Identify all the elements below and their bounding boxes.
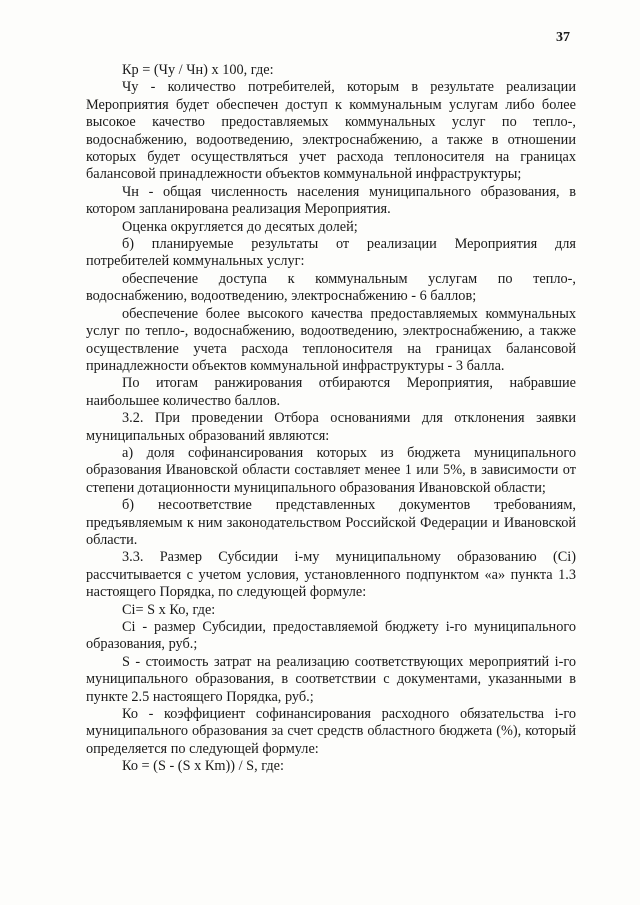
paragraph-3-2-b: б) несоответствие представленных документов требованиям, предъявляемым к ним законодательством Российской Федерации и Ивановской области. [86,497,576,548]
paragraph-3-2-a: а) доля софинансирования которых из бюджета муниципального образования Ивановской области составляет менее 1 или 5%, в зависимости от степени дотационности муниципального образования Ивановской области; [86,444,576,496]
paragraph-3-2: 3.2. При проведении Отбора основаниями для отклонения заявки муниципальных образований являются: [86,410,576,444]
formula-ko: Ко = (S - (S х Кm)) / S, где: [122,758,284,775]
formula-ci: Ci= S х Ко, где: [122,601,216,618]
paragraph-chn-definition: Чн - общая численность населения муниципального образования, в котором запланирована реализация Мероприятия. [86,183,576,218]
paragraph-ko-definition: Ко - коэффициент софинансирования расходного обязательства i-го муниципального образования за счет средств областного бюджета (%), который определяется по следующей формуле: [86,706,576,757]
paragraph-planned-results: б) планируемые результаты от реализации Мероприятия для потребителей коммунальных услуг: [86,236,576,270]
paragraph-ranking: По итогам ранжирования отбираются Мероприятия, набравшие наибольшее количество баллов. [86,375,576,409]
page-number: 37 [556,30,570,45]
paragraph-quality-score: обеспечение более высокого качества предоставляемых коммунальных услуг по тепло-, водоснабжению, водоотведению, электроснабжению, а также осуществление учета расхода теплоносителя на границах балансовой принадлежности объектов коммунальной инфраструктуры - 3 балла. [86,305,576,374]
paragraph-ci-definition: Ci - размер Субсидии, предоставляемой бюджету i-го муниципального образования, руб.; [86,619,576,653]
formula-kr: Кр = (Чу / Чн) х 100, где: [122,62,274,78]
paragraph-chu-definition: Чу - количество потребителей, которым в результате реализации Мероприятия будет обеспечен доступ к коммунальным услугам либо более высокое качество предоставляемых коммунальных услуг по тепло-, водоснабжению, водоотведению, электроснабжению, а также в отношении которых будет осуществляться учет расхода теплоносителя на границах балансовой принадлежности объектов коммунальной инфраструктуры; [86,79,576,183]
paragraph-rounding: Оценка округляется до десятых долей; [122,218,358,235]
paragraph-access-score: обеспечение доступа к коммунальным услугам по тепло-, водоснабжению, водоотведению, электроснабжению - 6 баллов; [86,270,576,305]
paragraph-s-definition: S - стоимость затрат на реализацию соответствующих мероприятий i-го муниципального образования, в соответствии с документами, указанными в пункте 2.5 настоящего Порядка, руб.; [86,653,576,705]
document-body [86,62,576,776]
paragraph-3-3: 3.3. Размер Субсидии i-му муниципальному образованию (Ci) рассчитывается с учетом условия, установленного подпунктом «а» пункта 1.3 настоящего Порядка, по следующей формуле: [86,549,576,601]
